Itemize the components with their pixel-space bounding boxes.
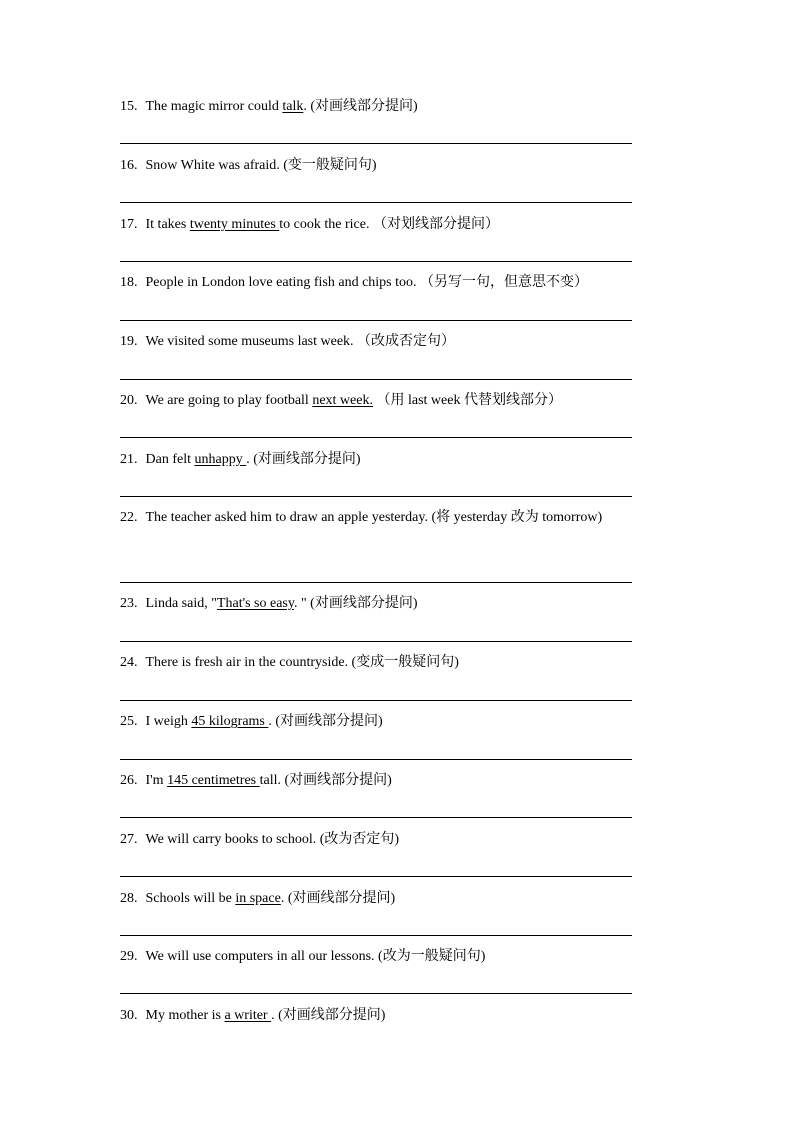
answer-line[interactable] <box>120 817 632 818</box>
answer-line[interactable] <box>120 143 632 144</box>
question-number: 17. <box>120 217 138 232</box>
question-text: We will carry books to school. (改为否定句) <box>145 832 400 847</box>
answer-line[interactable] <box>120 935 632 936</box>
question-text: I weigh <box>145 714 192 729</box>
question-text: It takes <box>145 217 190 232</box>
question-text: I'm <box>145 773 168 788</box>
underlined-part: talk <box>282 99 304 114</box>
answer-line[interactable] <box>120 261 632 262</box>
question-30 <box>120 1001 665 1031</box>
question-number: 15. <box>120 99 138 114</box>
question-number: 20. <box>120 393 138 408</box>
question-text: We visited some museums last week. （改成否定句） <box>145 334 456 349</box>
instruction: to cook the rice. （对划线部分提问） <box>279 217 499 232</box>
underlined-part: a writer <box>224 1008 272 1023</box>
instruction: . " (对画线部分提问) <box>293 596 418 611</box>
underlined-part: unhappy <box>194 452 247 467</box>
question-number: 19. <box>120 334 138 349</box>
question-number: 26. <box>120 773 138 788</box>
answer-line[interactable] <box>120 496 632 497</box>
question-23 <box>120 589 665 619</box>
question-text: Schools will be <box>145 891 236 906</box>
instruction: . (对画线部分提问) <box>271 1008 386 1023</box>
question-number: 25. <box>120 714 138 729</box>
question-text: People in London love eating fish and chips too. （另写一句，但意思不变） <box>145 275 589 290</box>
question-number: 27. <box>120 832 138 847</box>
question-text: The magic mirror could <box>145 99 283 114</box>
question-number: 23. <box>120 596 138 611</box>
answer-line[interactable] <box>120 320 632 321</box>
question-28 <box>120 884 665 914</box>
question-text: We are going to play football <box>145 393 313 408</box>
question-24 <box>120 648 665 678</box>
question-number: 16. <box>120 158 138 173</box>
question-text: There is fresh air in the countryside. (变成一般疑问句) <box>145 655 459 670</box>
answer-line[interactable] <box>120 700 632 701</box>
instruction: . (对画线部分提问) <box>303 99 418 114</box>
underlined-part: twenty minutes <box>189 217 280 232</box>
question-17 <box>120 210 665 240</box>
question-25 <box>120 707 665 737</box>
answer-line[interactable] <box>120 641 632 642</box>
answer-line[interactable] <box>120 379 632 380</box>
question-15 <box>120 92 665 122</box>
question-number: 28. <box>120 891 138 906</box>
underlined-part: in space <box>235 891 281 906</box>
question-20 <box>120 386 665 416</box>
question-text: Dan felt <box>145 452 195 467</box>
instruction: . (对画线部分提问) <box>246 452 361 467</box>
underlined-part: next week. <box>312 393 373 408</box>
question-16 <box>120 151 665 181</box>
instruction: . (对画线部分提问) <box>280 891 396 906</box>
instruction: （用 last week 代替划线部分） <box>372 393 562 408</box>
question-number: 29. <box>120 949 138 964</box>
question-29 <box>120 942 665 972</box>
question-21 <box>120 445 665 475</box>
question-26 <box>120 766 665 796</box>
question-number: 30. <box>120 1008 138 1023</box>
question-27 <box>120 825 665 855</box>
question-number: 24. <box>120 655 138 670</box>
question-22 <box>120 503 620 533</box>
question-text: We will use computers in all our lessons. (改为一般疑问句) <box>145 949 486 964</box>
question-text: Linda said, " <box>145 596 217 611</box>
question-text: My mother is <box>145 1008 225 1023</box>
question-number: 18. <box>120 275 138 290</box>
answer-line[interactable] <box>120 582 632 583</box>
question-number: 21. <box>120 452 138 467</box>
underlined-part: That's so easy <box>216 596 294 611</box>
answer-line[interactable] <box>120 993 632 994</box>
answer-line[interactable] <box>120 759 632 760</box>
answer-line[interactable] <box>120 437 632 438</box>
question-text: Snow White was afraid. (变一般疑问句) <box>145 158 377 173</box>
question-18 <box>120 268 665 298</box>
instruction: tall. (对画线部分提问) <box>259 773 392 788</box>
underlined-part: 145 centimetres <box>167 773 260 788</box>
answer-line[interactable] <box>120 876 632 877</box>
question-text: The teacher asked him to draw an apple yesterday. (将 yesterday 改为 tomorrow) <box>145 510 603 525</box>
question-19 <box>120 327 665 357</box>
question-number: 22. <box>120 510 138 525</box>
instruction: . (对画线部分提问) <box>268 714 383 729</box>
answer-line[interactable] <box>120 202 632 203</box>
underlined-part: 45 kilograms <box>191 714 269 729</box>
